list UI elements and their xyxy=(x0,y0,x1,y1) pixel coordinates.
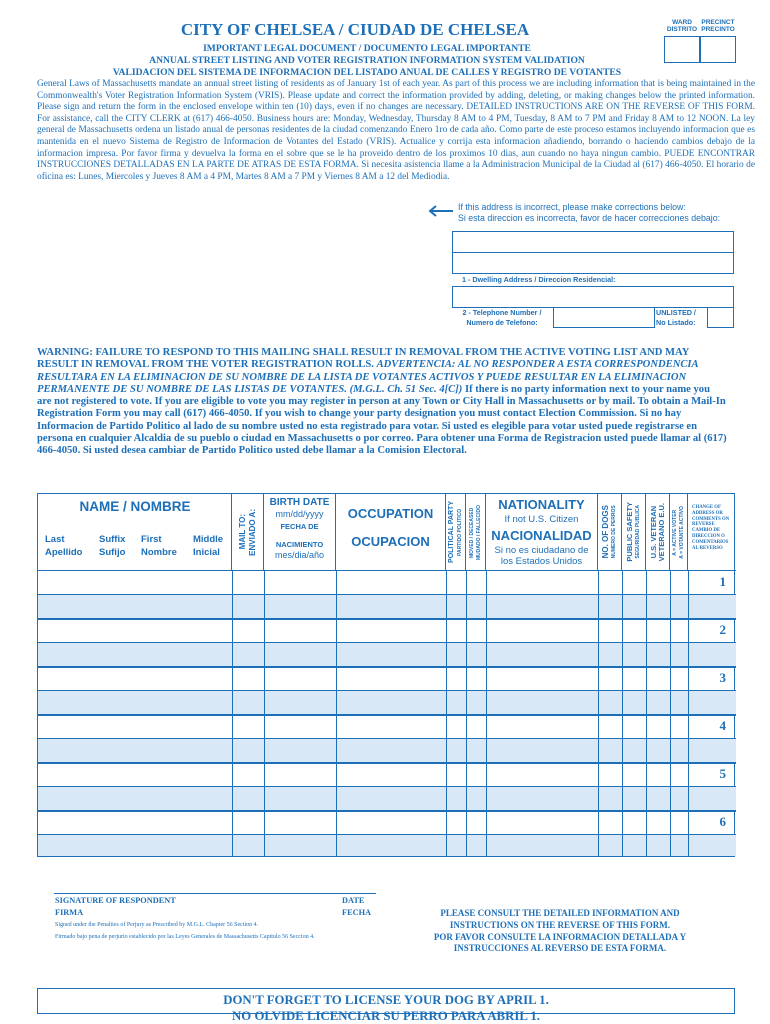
party-label: POLITICAL PARTY xyxy=(447,501,455,563)
perros-label: NUMERO DE PERROS xyxy=(610,505,617,559)
last-header xyxy=(45,534,82,559)
table-row[interactable] xyxy=(38,618,736,642)
table-row[interactable] xyxy=(38,642,736,666)
ward-label-es: DISTRITO xyxy=(666,26,698,33)
table-row[interactable] xyxy=(38,690,736,714)
veterano-label: VETERANO E.U. xyxy=(656,502,666,562)
table-row[interactable] xyxy=(38,738,736,762)
row-number: 4 xyxy=(719,718,726,733)
date-label-es: FECHA xyxy=(342,908,372,917)
unlisted-label-en: UNLISTED / xyxy=(656,308,696,317)
column-divider xyxy=(670,570,671,856)
public-safety-header xyxy=(622,494,646,570)
apellido-label: Apellido xyxy=(45,546,83,558)
phone-label-es: Numero de Telefono: xyxy=(466,317,538,327)
table-row[interactable] xyxy=(38,714,736,738)
occupation-label: OCCUPATION xyxy=(347,506,434,521)
phone-label-en: 2 - Telephone Number / xyxy=(462,308,542,317)
ward-label-en: WARD xyxy=(672,19,692,26)
subtitle-validacion: VALIDACION DEL SISTEMA DE INFORMACION DEL LISTADO ANUAL DE CALLES Y REGISTRO DE VOTANTES xyxy=(112,67,622,78)
table-row[interactable] xyxy=(38,810,736,834)
precinct-label-es: PRECINTO xyxy=(701,26,735,33)
votante-activo-label: A = VOTANTE ACTIVO xyxy=(678,505,685,559)
signature-label-en: SIGNATURE OF RESPONDENT xyxy=(55,896,176,905)
perjury-es: Firmado bajo pena de perjurio establecido por las Leyes Generales de Massachusetts Capitulo 56 Seccion 4. xyxy=(55,934,315,940)
address-line-1[interactable] xyxy=(452,231,734,253)
dogs-label: NO. OF DOGS xyxy=(600,505,610,559)
dwelling-address-field[interactable] xyxy=(452,286,734,308)
suffix-header xyxy=(99,534,125,559)
change-of-label: CHANGE OF ADDRESS OR COMMENTS ON REVERSE xyxy=(692,505,730,528)
column-divider xyxy=(446,570,447,856)
voter-table xyxy=(37,493,735,857)
table-row[interactable] xyxy=(38,786,736,810)
nacionalidad-label: NACIONALIDAD xyxy=(491,528,592,543)
record-separator xyxy=(38,714,736,716)
precinct-label xyxy=(700,19,736,33)
address-note-en: If this address is incorrect, please make corrections below: xyxy=(458,202,686,212)
cambio-label: CAMBIO DE DIRECCION O COMENTARIOS AL REVERSO xyxy=(692,528,729,551)
perjury-en: Signed under the Penalties of Perjury as Prescribed by M.G.L. Chapter 56 Section 4. xyxy=(55,922,259,928)
dog-license-en: DON'T FORGET TO LICENSE YOUR DOG BY APRIL 1. xyxy=(223,993,549,1007)
unlisted-label-es: No Listado: xyxy=(656,317,696,327)
column-divider xyxy=(264,570,265,856)
ocupacion-label: OCUPACION xyxy=(351,534,430,549)
date-label xyxy=(342,895,371,919)
subtitle-legal: IMPORTANT LEGAL DOCUMENT / DOCUMENTO LEGAL IMPORTANTE xyxy=(203,43,531,54)
telephone-field[interactable] xyxy=(553,307,655,328)
last-label: Last xyxy=(45,534,65,545)
veteran-label: U.S. VETERAN xyxy=(648,505,658,559)
row-number: 6 xyxy=(719,814,726,829)
table-row[interactable] xyxy=(38,666,736,690)
name-header xyxy=(38,494,232,570)
dwelling-label: 1 - Dwelling Address / Direccion Residencial: xyxy=(462,275,616,284)
active-voter-header xyxy=(670,494,688,570)
party-header xyxy=(446,494,466,570)
arrow-left-icon xyxy=(426,204,454,218)
record-separator xyxy=(38,666,736,668)
first-label: First xyxy=(141,534,162,545)
subtitle-validation: ANNUAL STREET LISTING AND VOTER REGISTRATION INFORMATION SYSTEM VALIDATION xyxy=(149,55,585,66)
inicial-label: Inicial xyxy=(193,546,220,558)
table-row[interactable] xyxy=(38,570,736,594)
moved-label: MOVED / DECEASED xyxy=(468,506,475,558)
warning-es: ADVERTENCIA: AL NO RESPONDER A ESTA CORRESPONDENCIA RESULTARA EN LA ELIMINACION DE SU NOMBRE DE LA LISTA DE VOTANTES ACTIVOS Y PUEDE RESULTAR EN LA ELIMINACION PERMANENTE DE SU NOMBRE DE LAS LISTAS DE VOTANTES. (M.G.L. Ch. 51 Sec. 4[C]) xyxy=(37,359,699,395)
occupation-header xyxy=(336,494,446,570)
party-info-es: Si no hay Informacion de Partido Politico al lado de su nombre usted no esta registrado para votar. Si usted es elegible para votar usted puede registrarse en persona en cualquier Alcaldia de su pueblo o ciudad en Massachusetts o por correo. Para obtener una Forma de Registracion usted puede llamar al (617) 466-4050. Si usted desea cambiar de Partido Politico usted debe llamar a la Comision Electoral. xyxy=(37,408,727,457)
dog-license-reminder xyxy=(37,993,735,1024)
moved-header xyxy=(466,494,486,570)
enviado-label: ENVIADO A: xyxy=(248,508,257,556)
birth-date-label: BIRTH DATE xyxy=(269,497,330,508)
column-divider xyxy=(232,570,233,856)
mudado-label: MUDADO / FALLECIDO xyxy=(475,504,482,560)
signature-label xyxy=(55,895,176,919)
dog-license-es: NO OLVIDE LICENCIAR SU PERRO PARA ABRIL 1. xyxy=(232,1008,540,1023)
column-divider xyxy=(486,570,487,856)
row-number: 1 xyxy=(719,574,726,589)
nationality-header xyxy=(486,494,598,570)
table-row[interactable] xyxy=(38,762,736,786)
nacimiento-label: NACIMIENTO xyxy=(275,540,324,549)
unlisted-label xyxy=(656,308,708,327)
party-info-en: If there is no party information next to your name you are not registered to vote. If you are eligible to vote you may register in person at any Town or City Hall in Massachusetts or by mail. To obtain a Mail-In Registration Form you may call (617) 466-4050. If you wish to change your party designation you must contact Election Commission. xyxy=(37,383,726,420)
column-divider xyxy=(466,570,467,856)
perjury-note xyxy=(55,919,315,943)
column-divider xyxy=(646,570,647,856)
sufijo-label: Sufijo xyxy=(99,546,126,558)
public-safety-label: PUBLIC SAFETY xyxy=(624,502,634,562)
phone-label xyxy=(452,308,552,327)
middle-header xyxy=(193,534,223,559)
column-divider xyxy=(622,570,623,856)
page-title: CITY OF CHELSEA / CIUDAD DE CHELSEA xyxy=(180,20,530,39)
table-row[interactable] xyxy=(38,834,736,856)
consult-line-2: INSTRUCTIONS ON THE REVERSE OF THIS FORM. xyxy=(449,919,671,930)
consult-line-3: POR FAVOR CONSULTE LA INFORMACION DETALLADA Y xyxy=(433,931,687,942)
suffix-label: Suffix xyxy=(99,534,126,545)
consult-line-4: INSTRUCCIONES AL REVERSO DE ESTA FORMA. xyxy=(453,943,667,954)
signature-line[interactable] xyxy=(54,893,376,894)
column-divider xyxy=(336,570,337,856)
first-header xyxy=(141,534,177,559)
record-separator xyxy=(38,810,736,812)
record-separator xyxy=(38,762,736,764)
row-number: 2 xyxy=(719,622,726,637)
not-citizen-label: If not U.S. Citizen xyxy=(504,514,579,525)
signature-label-es: FIRMA xyxy=(55,908,84,917)
intro-paragraph: General Laws of Massachusetts mandate an annual street listing of residents as of January 1st of each year. As part of this process we are including information that is being maintained in the Commonwealth's Voter Registration Information System (VRIS). Please update and correct the information provided by adding, deleting, or making changes below the printed information. Please sign and return the form in the enclosed envelope within ten (10) days, even if no changes are necessary. DETAILED INSTRUCTIONS ARE ON THE REVERSE OF THIS FORM. For assistance, call the CITY CLERK at (617) 466-4050. Business hours are: Monday, Wednesday, Thursday 8 AM to 4 PM, Tuesday, 8 AM to 7 PM and Friday 8 AM to 12 NOON. La ley general de Massachusetts ordena un listado anual de personas residentes de la ciudad comenzando Enero 1ro de cada año. Como parte de este proceso estamos incluyendo informacion que es mantenida en el nuevo Sistema de Registro de Informacion de Votantes del Estado (VRIS). Actualice y corrija esta informacion añadiendo, borrando o haciendo cambios debajo de la informacion impresa. Por favor firma y devuelva la forma en el sobre que se le ha proveido dentro de los proximos 10 dias, aun cuando no haya ningun cambio. PUEDE ENCONTRAR INSTRUCCIONES DETALLADAS EN LA PARTE DE ATRAS DE ESTA FORMA. Si necesita asistencia llame a la Administracion Municipal de la Ciudad al (617) 466-4050. El horario de oficina es: Lunes, Miercoles y Jueves 8 AM a 4 PM, Martes 8 AM a 7 PM y Viernes 8 AM a 12 del Mediodia. xyxy=(37,79,755,182)
record-separator xyxy=(38,618,736,620)
row-number: 5 xyxy=(719,766,726,781)
ward-label xyxy=(666,19,698,33)
address-note-es: Si esta direccion es incorrecta, favor de hacer correcciones debajo: xyxy=(458,213,721,223)
nationality-label: NATIONALITY xyxy=(498,497,585,512)
warning-text xyxy=(37,347,727,458)
middle-label: Middle xyxy=(193,534,224,545)
consult-line-1: PLEASE CONSULT THE DETAILED INFORMATION AND xyxy=(440,908,680,918)
birth-format-label: mm/dd/yyyy xyxy=(275,509,324,519)
mail-to-label: MAIL TO: xyxy=(238,514,247,550)
active-voter-label: A = ACTIVE VOTER xyxy=(671,509,678,555)
veteran-header xyxy=(646,494,670,570)
change-address-header xyxy=(688,494,734,570)
no-ciudadano-2: los Estados Unidos xyxy=(500,556,583,567)
seguridad-label: SEGURIDAD PUBLICA xyxy=(634,505,641,559)
row-number: 3 xyxy=(719,670,726,685)
column-divider xyxy=(598,570,599,856)
nombre-label: Nombre xyxy=(141,546,177,558)
partido-label: PARTIDO POLITICO xyxy=(456,508,463,556)
consult-note xyxy=(400,908,720,955)
dogs-header xyxy=(598,494,622,570)
table-row[interactable] xyxy=(38,594,736,618)
column-divider xyxy=(688,570,689,856)
no-ciudadano-1: Si no es ciudadano de xyxy=(494,545,589,556)
date-label-en: DATE xyxy=(342,896,365,905)
birth-date-header xyxy=(264,494,336,570)
unlisted-checkbox[interactable] xyxy=(707,307,734,328)
address-note xyxy=(458,202,720,224)
nac-format-label: mes/dia/año xyxy=(274,550,325,560)
name-header-title: NAME / NOMBRE xyxy=(79,499,191,514)
address-line-2[interactable] xyxy=(452,252,734,274)
mail-to-header xyxy=(232,494,264,570)
fecha-de-label: FECHA DE xyxy=(280,522,319,531)
precinct-label-en: PRECINCT xyxy=(701,19,735,26)
warning-en: WARNING: FAILURE TO RESPOND TO THIS MAILING SHALL RESULT IN REMOVAL FROM THE ACTIVE VOTING LIST AND MAY RESULT IN REMOVAL FROM THE VOTER REGISTRATION ROLLS. xyxy=(37,347,689,371)
